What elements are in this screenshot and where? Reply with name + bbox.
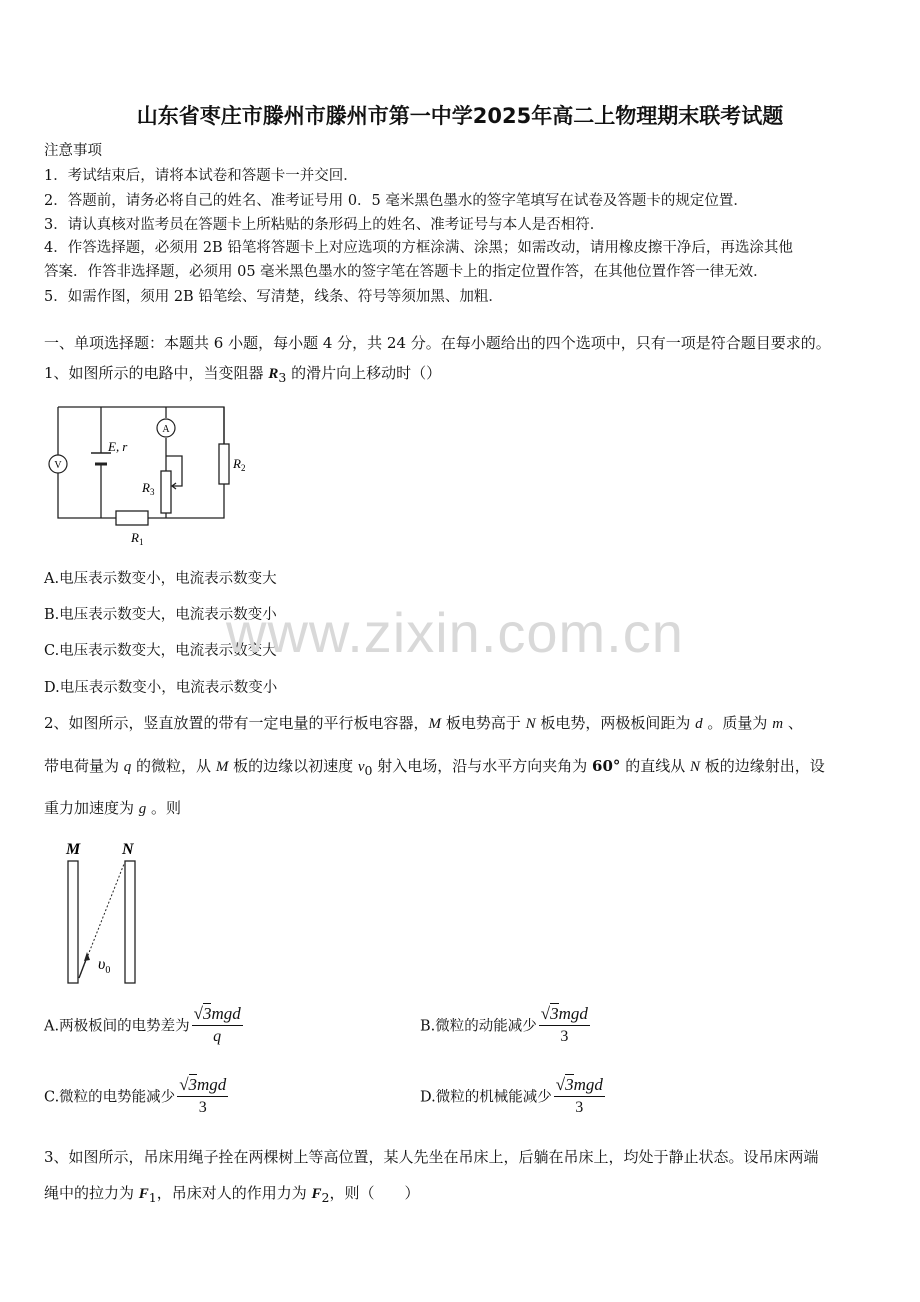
q2-option-b: B.微粒的动能减少 $\frac{\text{√3mgd}}{3}$ — [420, 1004, 588, 1045]
question-1-stem: 1、如图所示的电路中，当变阻器 $R_3$ 的滑片向上移动时（） — [44, 364, 442, 385]
plate-m — [68, 861, 78, 983]
emf-label: E, r — [108, 439, 128, 454]
notice-item: 4．作答选择题，必须用 2B 铅笔将答题卡上对应选项的方框涂满、涂黑；如需改动，请用橡皮擦干净后，再选涂其他 — [44, 240, 793, 256]
q1-option-b: B.电压表示数变大，电流表示数变小 — [44, 607, 277, 623]
r3-label: $R_3$ — [142, 480, 155, 497]
page-title: 山东省枣庄市滕州市滕州市第一中学2025年高二上物理期末联考试题 — [136, 104, 784, 128]
velocity-label: $\upsilon_0$ — [98, 956, 111, 976]
question-2-stem-line1: 2、如图所示，竖直放置的带有一定电量的平行板电容器，M 板电势高于 N 板电势，两极板间距为 d 。质量为 m 、 — [44, 714, 803, 732]
notice-item: 1．考试结束后，请将本试卷和答题卡一并交回． — [44, 168, 358, 184]
resistor-r1 — [116, 511, 148, 525]
resistor-r2 — [219, 444, 229, 484]
question-3-stem-line1: 3、如图所示，吊床用绳子拴在两棵树上等高位置，某人先坐在吊床上，后躺在吊床上，均处于静止状态。设吊床两端 — [44, 1148, 819, 1166]
notice-heading: 注意事项 — [44, 143, 102, 159]
q2-option-c: C.微粒的电势能减少 $\frac{\text{√3mgd}}{3}$ — [44, 1075, 227, 1116]
notice-item: 3．请认真核对监考员在答题卡上所粘贴的条形码上的姓名、准考证号与本人是否相符． — [44, 217, 605, 233]
r1-label: $R_1$ — [131, 530, 144, 547]
plate-m-label: M — [66, 841, 81, 858]
q2-option-d: D.微粒的机械能减少 $\frac{\text{√3mgd}}{3}$ — [420, 1075, 603, 1116]
ammeter-label: A — [162, 424, 170, 435]
capacitor-plates-diagram — [60, 838, 160, 990]
question-3-stem-line2: 绳中的拉力为 $F_1$，吊床对人的作用力为 $F_2$，则（ ） — [44, 1184, 420, 1205]
notice-item: 5．如需作图，须用 2B 铅笔绘、写清楚，线条、符号等须加黑、加粗． — [44, 289, 503, 305]
plate-n — [125, 861, 135, 983]
plate-n-label: N — [122, 841, 134, 858]
notice-item: 答案．作答非选择题，必须用 05 毫米黑色墨水的签字笔在答题卡上的指定位置作答，在其他位置作答一律无效． — [44, 264, 768, 280]
voltmeter-label: V — [54, 460, 62, 471]
section-heading: 一、单项选择题：本题共 6 小题，每小题 4 分，共 24 分。在每小题给出的四个选项中，只有一项是符合题目要求的。 — [44, 334, 831, 352]
r2-label: $R_2$ — [233, 456, 246, 473]
question-2-stem-line2: 带电荷量为 q 的微粒，从 M 板的边缘以初速度 $v_0$ 射入电场，沿与水平方向夹角为 60° 的直线从 N 板的边缘射出，设 — [44, 757, 825, 778]
notice-item: 2．答题前，请务必将自己的姓名、准考证号用 0．5 毫米黑色墨水的签字笔填写在试卷及答题卡的规定位置． — [44, 193, 748, 209]
q1-option-a: A.电压表示数变小，电流表示数变大 — [44, 571, 277, 587]
circuit-diagram — [44, 396, 244, 552]
q2-option-a: A.两极板间的电势差为 $\frac{\text{√3mgd}}{q}$ — [44, 1004, 241, 1045]
watermark: www.zixin.com.cn — [226, 601, 684, 664]
resistor-r3 — [161, 471, 171, 513]
q1-option-d: D.电压表示数变小，电流表示数变小 — [44, 680, 278, 696]
question-2-stem-line3: 重力加速度为 g 。则 — [44, 799, 182, 817]
q1-option-c: C.电压表示数变大，电流表示数变大 — [44, 643, 277, 659]
